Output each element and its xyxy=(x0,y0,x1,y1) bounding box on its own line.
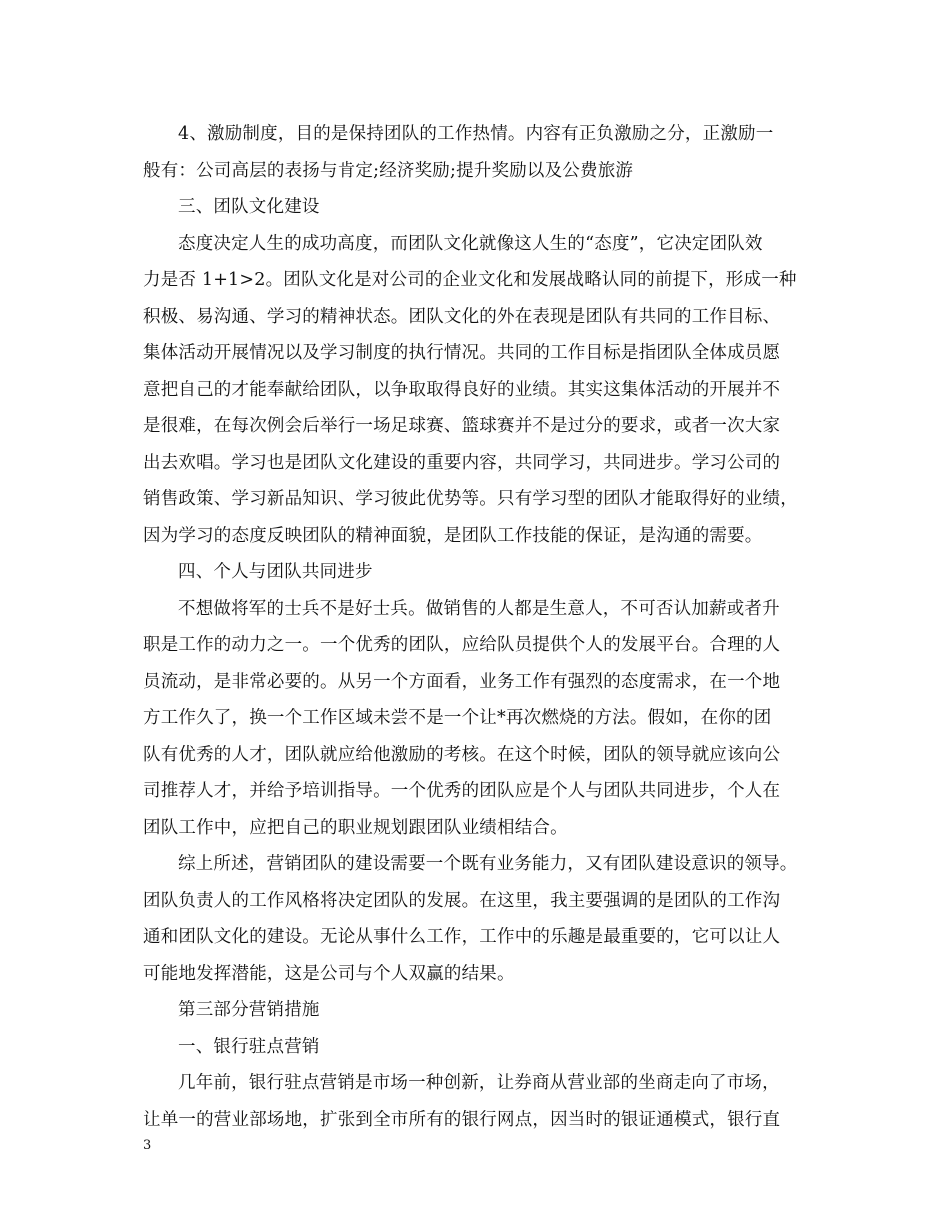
text-line: 司推荐人才，并给予培训指导。一个优秀的团队应是个人与团队共同进步，个人在 xyxy=(143,781,781,801)
text-line: 不想做将军的士兵不是好士兵。做销售的人都是生意人，不可否认加薪或者升 xyxy=(178,598,780,619)
text-line: 集体活动开展情况以及学习制度的执行情况。共同的工作目标是指团队全体成员愿 xyxy=(143,343,781,363)
text-line: 一、银行驻点营销 xyxy=(178,1036,320,1057)
text-line: 通和团队文化的建设。无论从事什么工作，工作中的乐趣是最重要的，它可以让人 xyxy=(143,927,781,947)
text-line: 员流动，是非常必要的。从另一个方面看，业务工作有强烈的态度需求，在一个地 xyxy=(143,671,781,692)
text-line: 第三部分营销措施 xyxy=(178,1000,320,1020)
text-line: 是很难，在每次例会后举行一场足球赛、篮球赛并不是过分的要求，或者一次大家 xyxy=(143,416,781,436)
text-line: 销售政策、学习新品知识、学习彼此优势等。只有学习型的团队才能取得好的业绩， xyxy=(143,489,798,509)
text-line: 意把自己的才能奉献给团队，以争取取得良好的业绩。其实这集体活动的开展并不 xyxy=(143,379,781,400)
text-line: 四、个人与团队共同进步 xyxy=(178,562,373,582)
document-body xyxy=(143,116,823,1138)
text-line: 团队负责人的工作风格将决定团队的发展。在这里，我主要强调的是团队的工作沟 xyxy=(143,890,781,911)
text-line: 态度决定人生的成功高度，而团队文化就像这人生的“态度”，它决定团队效 xyxy=(178,233,763,254)
text-line: 让单一的营业部场地，扩张到全市所有的银行网点，因当时的银证通模式，银行直 xyxy=(143,1109,781,1130)
text-line: 职是工作的动力之一。一个优秀的团队，应给队员提供个人的发展平台。合理的人 xyxy=(143,635,781,655)
text-line: 团队工作中，应把自己的职业规划跟团队业绩相结合。 xyxy=(143,817,568,838)
text-line: 可能地发挥潜能，这是公司与个人双赢的结果。 xyxy=(143,963,515,984)
text-line: 因为学习的态度反映团队的精神面貌，是团队工作技能的保证，是沟通的需要。 xyxy=(143,525,763,546)
text-line: 力是否 1+1>2。团队文化是对公司的企业文化和发展战略认同的前提下，形成一种 xyxy=(143,270,797,290)
text-line: 综上所述，营销团队的建设需要一个既有业务能力，又有团队建设意识的领导。 xyxy=(178,854,798,874)
text-line: 方工作久了，换一个工作区域未尝不是一个让*再次燃烧的方法。假如，在你的团 xyxy=(143,708,772,728)
text-line: 三、团队文化建设 xyxy=(178,197,320,217)
text-line: 出去欢唱。学习也是团队文化建设的重要内容，共同学习，共同进步。学习公司的 xyxy=(143,452,781,473)
text-line: 队有优秀的人才，团队就应给他激励的考核。在这个时候，团队的领导就应该向公 xyxy=(143,744,781,765)
text-line: 积极、易沟通、学习的精神状态。团队文化的外在表现是团队有共同的工作目标、 xyxy=(143,306,781,327)
text-line: 几年前，银行驻点营销是市场一种创新，让券商从营业部的坐商走向了市场， xyxy=(178,1073,780,1093)
text-line: 般有：公司高层的表扬与肯定;经济奖励;提升奖励以及公费旅游 xyxy=(143,160,634,181)
page-number: 3 xyxy=(143,1138,152,1153)
text-line: 4、激励制度，目的是保持团队的工作热情。内容有正负激励之分，正激励一 xyxy=(178,124,774,144)
